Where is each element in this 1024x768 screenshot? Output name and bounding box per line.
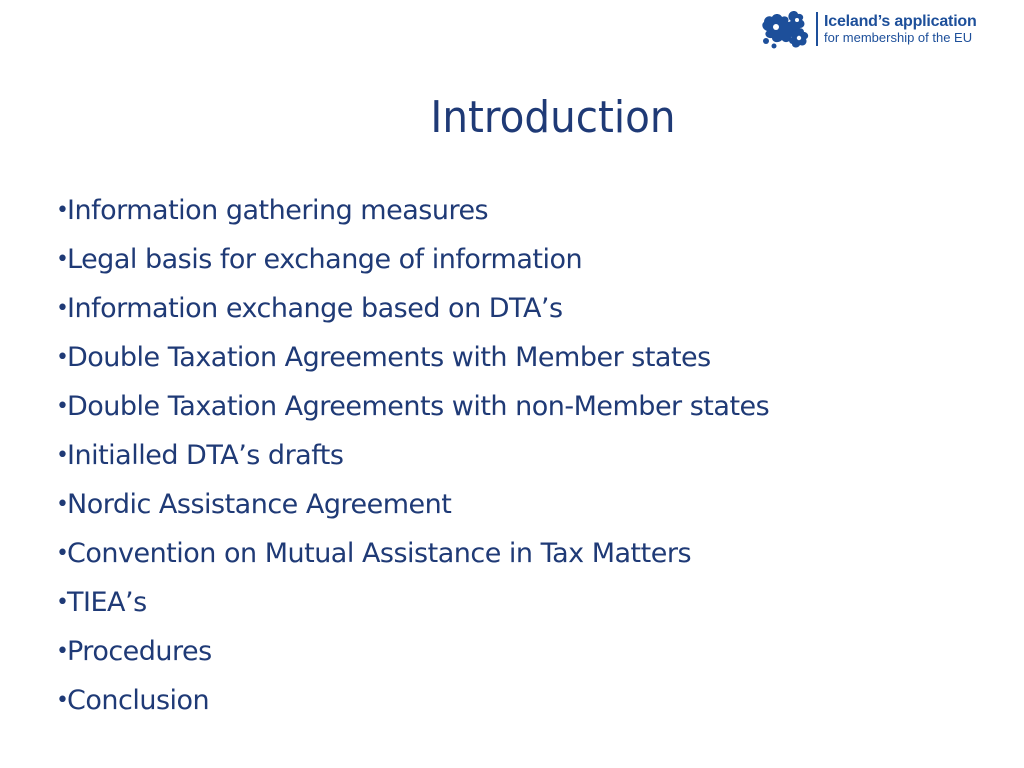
bullet-item xyxy=(56,627,996,676)
bullet-icon: • xyxy=(56,198,69,223)
bullet-item xyxy=(56,186,996,235)
logo-divider xyxy=(816,12,818,46)
bullet-text: Information exchange based on DTA’s xyxy=(67,293,563,324)
bullet-item xyxy=(56,284,996,333)
bullet-item xyxy=(56,382,996,431)
bullet-item xyxy=(56,578,996,627)
bullet-icon: • xyxy=(56,541,69,566)
logo-text xyxy=(824,14,977,44)
bullet-icon: • xyxy=(56,492,69,517)
logo xyxy=(760,8,1016,50)
bullet-item xyxy=(56,333,996,382)
slide-title: Introduction xyxy=(430,92,676,143)
bullet-item xyxy=(56,431,996,480)
logo-subtitle: for membership of the EU xyxy=(824,29,973,45)
bullet-icon: • xyxy=(56,443,69,468)
bullet-icon: • xyxy=(56,590,69,615)
bullet-text: Double Taxation Agreements with Member states xyxy=(67,342,711,373)
bullet-icon: • xyxy=(56,394,69,419)
bullet-text: Nordic Assistance Agreement xyxy=(67,489,452,520)
bullet-item xyxy=(56,235,996,284)
bullet-text: Initialled DTA’s drafts xyxy=(67,440,344,471)
bullet-item xyxy=(56,676,996,725)
bullet-icon: • xyxy=(56,639,69,664)
bullet-text: TIEA’s xyxy=(67,587,147,618)
logo-title: Iceland’s application xyxy=(824,12,977,30)
bullet-list xyxy=(56,186,996,725)
bullet-text: Conclusion xyxy=(67,685,210,716)
bullet-text: Information gathering measures xyxy=(67,195,489,226)
bullet-item xyxy=(56,480,996,529)
bullet-icon: • xyxy=(56,688,69,713)
bullet-item xyxy=(56,529,996,578)
bullet-text: Legal basis for exchange of information xyxy=(67,244,583,275)
bullet-icon: • xyxy=(56,247,69,272)
bullet-icon: • xyxy=(56,296,69,321)
bullet-text: Double Taxation Agreements with non-Member states xyxy=(67,391,770,422)
bullet-text: Convention on Mutual Assistance in Tax Matters xyxy=(67,538,692,569)
iceland-puzzle-logo-icon xyxy=(760,8,812,50)
bullet-text: Procedures xyxy=(67,636,212,667)
bullet-icon: • xyxy=(56,345,69,370)
